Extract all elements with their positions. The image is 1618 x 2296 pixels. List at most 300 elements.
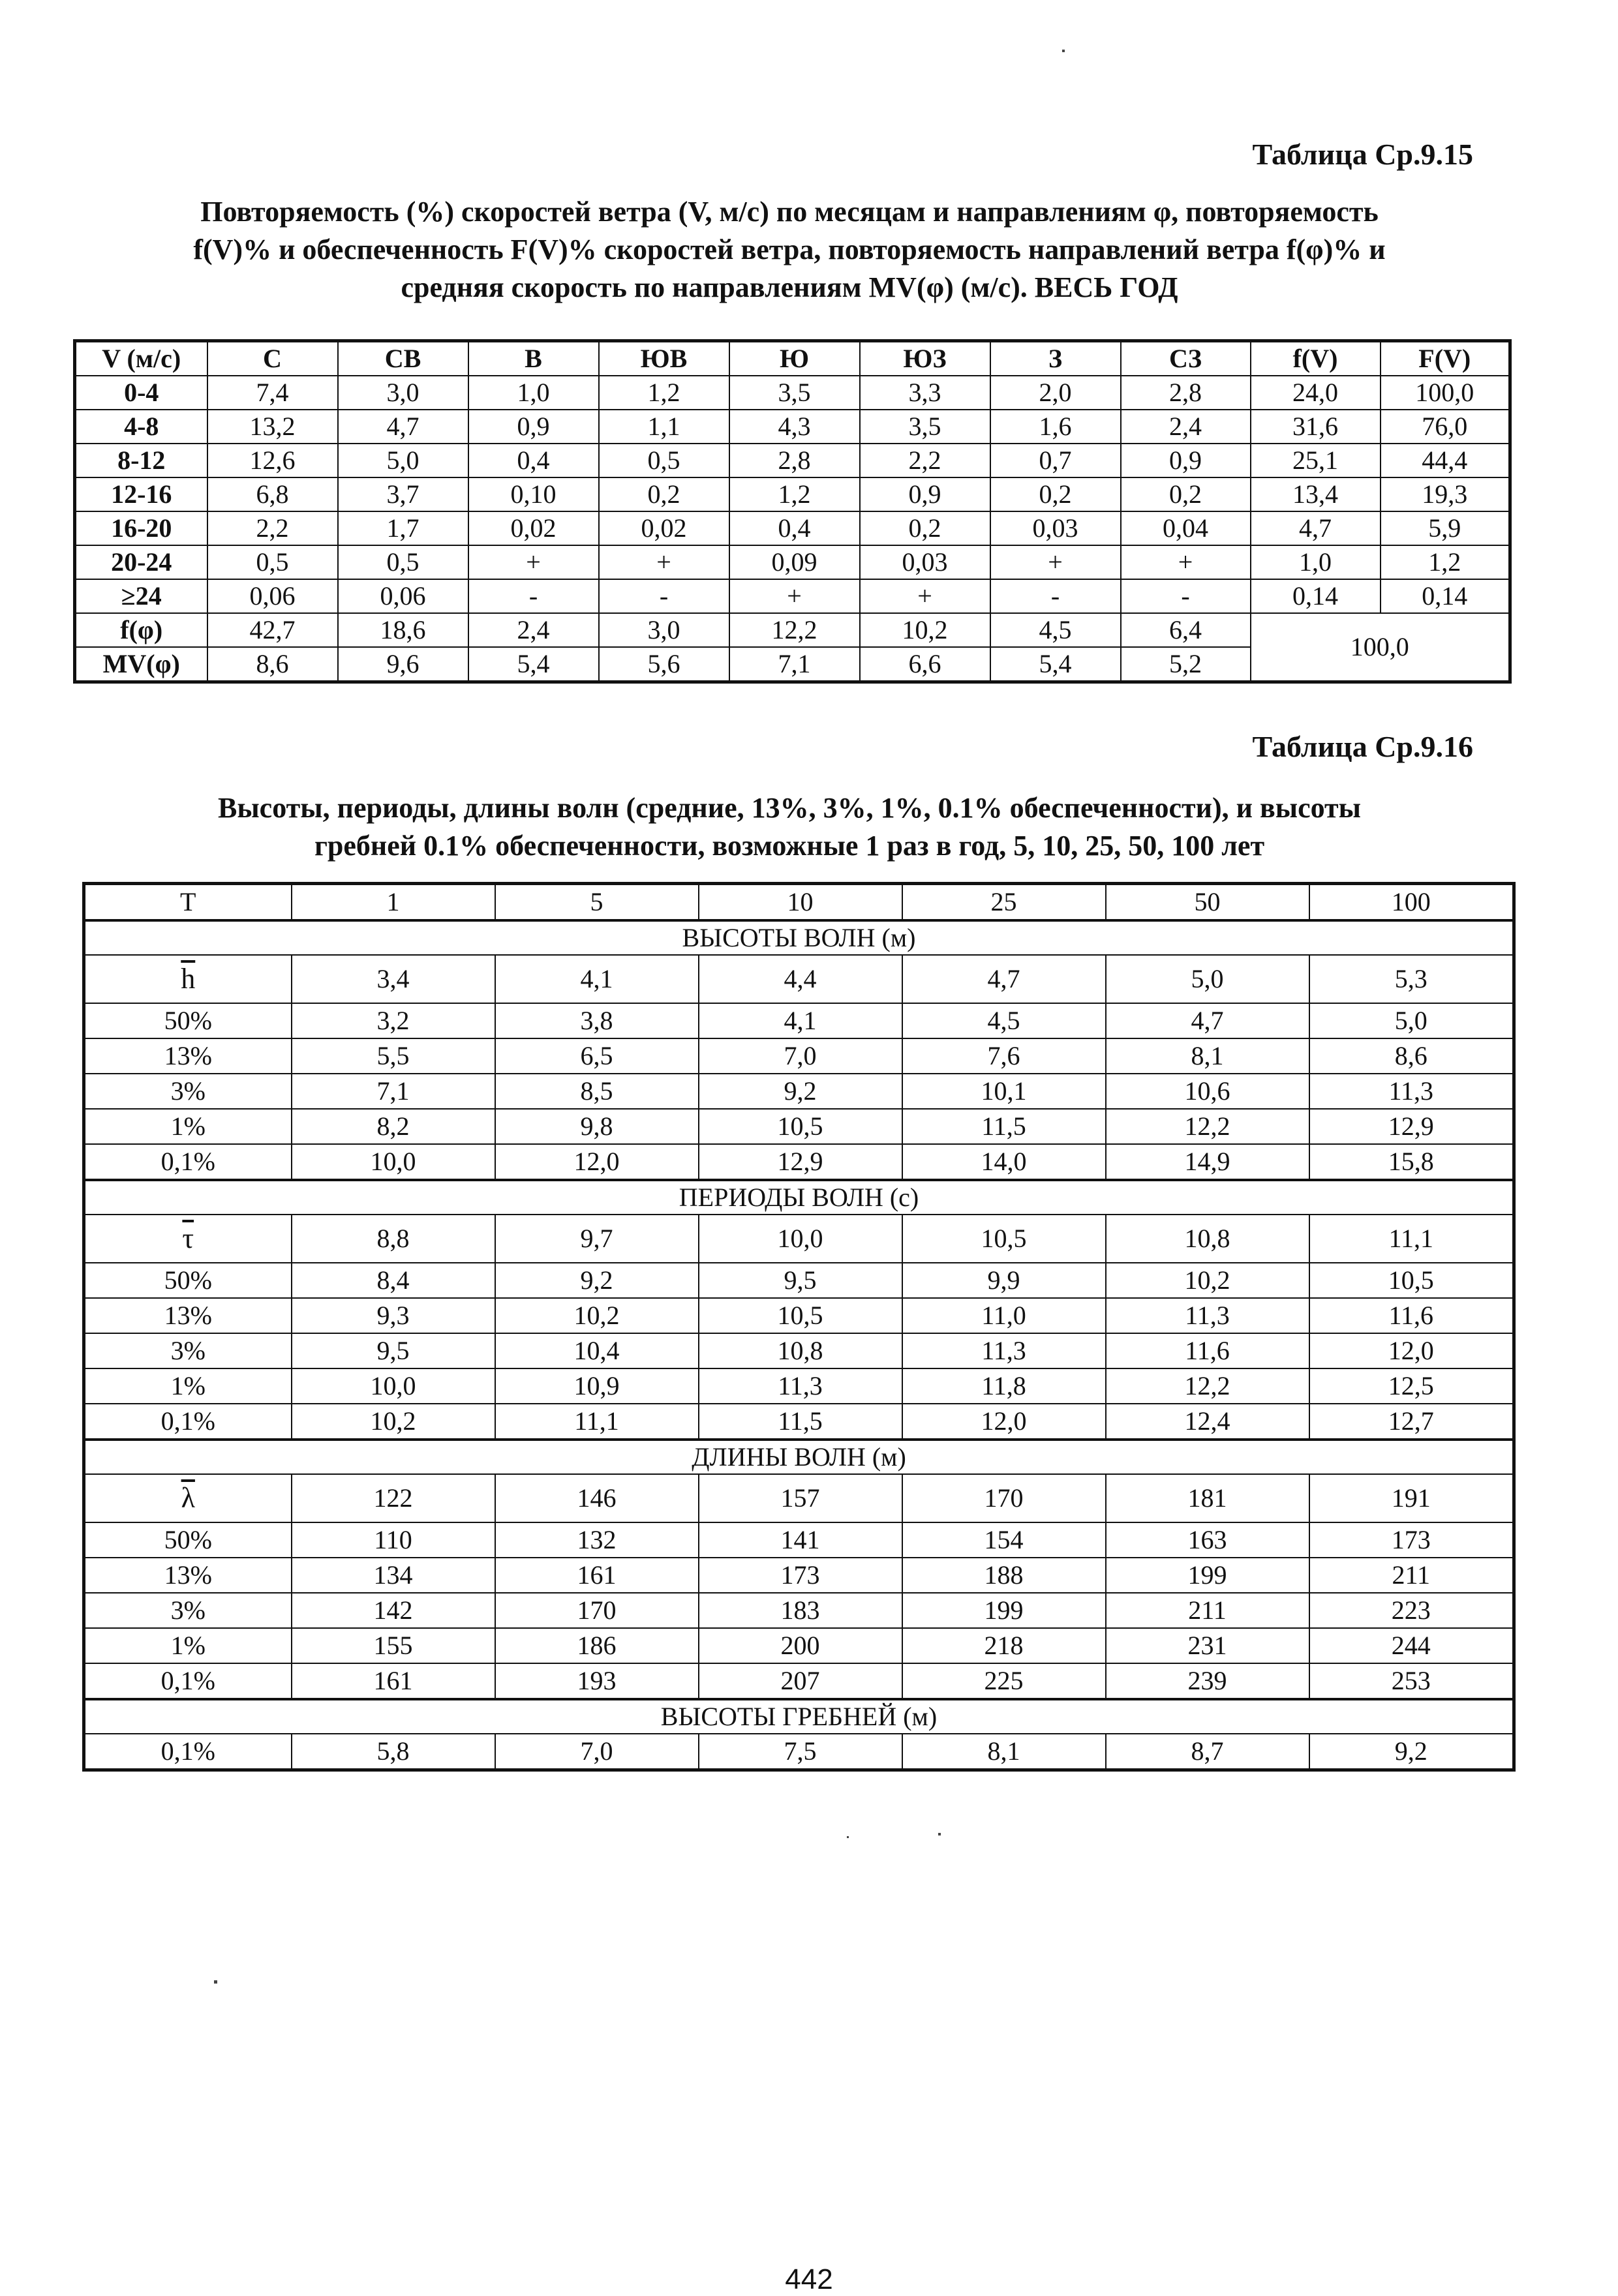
table-cell: 12,5 — [1309, 1368, 1514, 1404]
section-title: ВЫСОТЫ ВОЛН (м) — [84, 920, 1514, 955]
table2-title-line: гребней 0.1% обеспеченности, возможные 1 раз в год, 5, 10, 25, 50, 100 лет — [314, 830, 1265, 862]
table-cell: 3,5 — [860, 410, 990, 444]
table-cell: 218 — [902, 1628, 1106, 1663]
row-label: 13% — [84, 1558, 292, 1593]
table-cell: 0,2 — [990, 477, 1121, 511]
table-cell: 9,2 — [495, 1263, 699, 1298]
table-cell: 7,1 — [292, 1074, 495, 1109]
table-cell: 9,3 — [292, 1298, 495, 1333]
table-cell: 1,2 — [1381, 545, 1510, 579]
scan-speck — [847, 1836, 849, 1838]
scan-speck — [938, 1833, 941, 1835]
table-cell: 13,2 — [207, 410, 338, 444]
table-cell: 1,7 — [338, 511, 468, 545]
row-label: 0,1% — [84, 1734, 292, 1770]
column-header: 25 — [902, 884, 1106, 921]
table-cell: 5,2 — [1121, 647, 1251, 682]
table1-caption: Таблица Ср.9.15 — [1252, 138, 1473, 171]
table-cell: 9,9 — [902, 1263, 1106, 1298]
table-cell: 18,6 — [338, 613, 468, 647]
column-header: С — [207, 341, 338, 376]
table-cell: 188 — [902, 1558, 1106, 1593]
mean-speed-label: MV(φ) — [75, 647, 207, 682]
table-cell: 8,6 — [207, 647, 338, 682]
table-cell: 4,7 — [902, 955, 1106, 1003]
table-cell: 10,8 — [699, 1333, 902, 1368]
table-cell: 8,2 — [292, 1109, 495, 1144]
row-label: 0,1% — [84, 1663, 292, 1699]
table-cell: 186 — [495, 1628, 699, 1663]
column-header: 5 — [495, 884, 699, 921]
speed-range-label: 4-8 — [75, 410, 207, 444]
table-cell: 0,5 — [338, 545, 468, 579]
column-header: V (м/с) — [75, 341, 207, 376]
table-cell: 5,4 — [468, 647, 599, 682]
table-cell: 9,5 — [699, 1263, 902, 1298]
row-label: 1% — [84, 1109, 292, 1144]
table-cell: 4,7 — [1251, 511, 1381, 545]
table-cell: 183 — [699, 1593, 902, 1628]
table-cell: 10,0 — [292, 1368, 495, 1404]
table-cell: 142 — [292, 1593, 495, 1628]
table-cell: 199 — [902, 1593, 1106, 1628]
table-cell: 5,0 — [1106, 955, 1309, 1003]
scan-speck — [214, 1980, 217, 1984]
direction-frequency-label: f(φ) — [75, 613, 207, 647]
table-cell: 0,7 — [990, 444, 1121, 477]
table-cell: 155 — [292, 1628, 495, 1663]
section-row — [84, 1440, 1514, 1474]
table-cell: 200 — [699, 1628, 902, 1663]
table-cell: 4,4 — [699, 955, 902, 1003]
section-title: ПЕРИОДЫ ВОЛН (с) — [84, 1180, 1514, 1215]
table-cell: 199 — [1106, 1558, 1309, 1593]
table-row — [84, 1298, 1514, 1333]
table-cell: 9,8 — [495, 1109, 699, 1144]
row-label: 3% — [84, 1074, 292, 1109]
table-cell: 5,3 — [1309, 955, 1514, 1003]
table-row — [84, 1333, 1514, 1368]
table-row — [84, 1074, 1514, 1109]
table-cell: 100,0 — [1381, 376, 1510, 410]
table-cell: 0,9 — [1121, 444, 1251, 477]
table-cell: 11,5 — [902, 1109, 1106, 1144]
table-row — [84, 1263, 1514, 1298]
table-cell: 11,5 — [699, 1404, 902, 1440]
row-label: 3% — [84, 1333, 292, 1368]
table-cell: 4,5 — [990, 613, 1121, 647]
table-cell: 181 — [1106, 1474, 1309, 1522]
table-cell: 12,2 — [1106, 1109, 1309, 1144]
table-cell: 161 — [292, 1663, 495, 1699]
table-cell: 15,8 — [1309, 1144, 1514, 1180]
table-cell: 11,0 — [902, 1298, 1106, 1333]
table-cell: 3,8 — [495, 1003, 699, 1038]
table-cell: 7,0 — [699, 1038, 902, 1074]
table-cell: 2,2 — [207, 511, 338, 545]
table-cell: 244 — [1309, 1628, 1514, 1663]
speed-range-label: 0-4 — [75, 376, 207, 410]
table-cell: 4,7 — [338, 410, 468, 444]
table-cell: 12,0 — [1309, 1333, 1514, 1368]
wind-speed-table-body — [75, 341, 1510, 682]
table-row — [84, 1109, 1514, 1144]
table-cell: 225 — [902, 1663, 1106, 1699]
table-row — [75, 410, 1510, 444]
table-cell: 5,9 — [1381, 511, 1510, 545]
table-cell: 0,5 — [599, 444, 729, 477]
table-row — [84, 1404, 1514, 1440]
table-row — [84, 1368, 1514, 1404]
header-row — [75, 341, 1510, 376]
table-cell: 0,14 — [1251, 579, 1381, 613]
table-cell: 0,5 — [207, 545, 338, 579]
speed-range-label: 12-16 — [75, 477, 207, 511]
table-row — [84, 1558, 1514, 1593]
table-cell: 8,4 — [292, 1263, 495, 1298]
table-cell: 12,0 — [495, 1144, 699, 1180]
table-cell: 7,6 — [902, 1038, 1106, 1074]
table-cell: + — [990, 545, 1121, 579]
table-cell: 9,6 — [338, 647, 468, 682]
table-cell: 170 — [495, 1593, 699, 1628]
column-header: T — [84, 884, 292, 921]
table-cell: 10,5 — [699, 1109, 902, 1144]
table-cell: 8,8 — [292, 1215, 495, 1263]
table-cell: 0,03 — [990, 511, 1121, 545]
table-cell: 9,7 — [495, 1215, 699, 1263]
table-cell: 9,2 — [699, 1074, 902, 1109]
table-row — [84, 1144, 1514, 1180]
table-cell: - — [599, 579, 729, 613]
table-cell: 134 — [292, 1558, 495, 1593]
column-header: Ю — [729, 341, 860, 376]
table-cell: + — [729, 579, 860, 613]
table-cell: 5,8 — [292, 1734, 495, 1770]
table-cell: 122 — [292, 1474, 495, 1522]
column-header: 50 — [1106, 884, 1309, 921]
table-cell: 0,02 — [468, 511, 599, 545]
table-row — [84, 1038, 1514, 1074]
table-cell: 2,8 — [1121, 376, 1251, 410]
table-cell: 14,9 — [1106, 1144, 1309, 1180]
table-cell: 12,9 — [699, 1144, 902, 1180]
table-cell: 0,2 — [599, 477, 729, 511]
column-header: В — [468, 341, 599, 376]
column-header: ЮВ — [599, 341, 729, 376]
table-cell: 2,4 — [1121, 410, 1251, 444]
table-cell: 10,5 — [902, 1215, 1106, 1263]
table-cell: 1,0 — [468, 376, 599, 410]
table2-caption: Таблица Ср.9.16 — [1252, 730, 1473, 763]
table-row — [75, 579, 1510, 613]
table-cell: 1,6 — [990, 410, 1121, 444]
table-cell: 8,1 — [902, 1734, 1106, 1770]
table-cell: 5,5 — [292, 1038, 495, 1074]
table-cell: 0,10 — [468, 477, 599, 511]
table-cell: 42,7 — [207, 613, 338, 647]
table-cell: 13,4 — [1251, 477, 1381, 511]
section-title: ВЫСОТЫ ГРЕБНЕЙ (м) — [84, 1699, 1514, 1734]
table-cell: 1,0 — [1251, 545, 1381, 579]
table-cell: 173 — [699, 1558, 902, 1593]
wind-speed-table — [73, 339, 1512, 684]
table-cell: 11,6 — [1106, 1333, 1309, 1368]
table-cell: + — [860, 579, 990, 613]
table-cell: 2,2 — [860, 444, 990, 477]
row-label: $\overline{h}$ — [84, 955, 292, 1003]
table-cell: 161 — [495, 1558, 699, 1593]
table-cell: 2,4 — [468, 613, 599, 647]
table-cell: 10,2 — [495, 1298, 699, 1333]
table-cell: 10,2 — [1106, 1263, 1309, 1298]
table-cell: 8,7 — [1106, 1734, 1309, 1770]
table-cell: 5,0 — [338, 444, 468, 477]
table-cell: 10,8 — [1106, 1215, 1309, 1263]
table-cell: 223 — [1309, 1593, 1514, 1628]
table-cell: 11,3 — [699, 1368, 902, 1404]
table-cell: 24,0 — [1251, 376, 1381, 410]
table-cell: 146 — [495, 1474, 699, 1522]
row-label: $\overline{\tau}$ — [84, 1215, 292, 1263]
table-cell: 44,4 — [1381, 444, 1510, 477]
table-cell: 11,1 — [495, 1404, 699, 1440]
table-cell: 3,3 — [860, 376, 990, 410]
table-cell: 191 — [1309, 1474, 1514, 1522]
table-cell: 19,3 — [1381, 477, 1510, 511]
table-cell: 0,04 — [1121, 511, 1251, 545]
row-label: 50% — [84, 1003, 292, 1038]
table-cell: 5,4 — [990, 647, 1121, 682]
table-cell: + — [599, 545, 729, 579]
row-label: 13% — [84, 1038, 292, 1074]
table-cell: 11,3 — [902, 1333, 1106, 1368]
table-cell: 9,2 — [1309, 1734, 1514, 1770]
table-cell: 231 — [1106, 1628, 1309, 1663]
table-cell: 239 — [1106, 1663, 1309, 1699]
table-cell: 6,6 — [860, 647, 990, 682]
table-cell: 0,9 — [860, 477, 990, 511]
table-cell: 8,5 — [495, 1074, 699, 1109]
total-cell: 100,0 — [1251, 613, 1510, 682]
table-cell: 0,06 — [207, 579, 338, 613]
speed-range-label: 8-12 — [75, 444, 207, 477]
table-cell: 10,0 — [292, 1144, 495, 1180]
table-cell: 10,5 — [699, 1298, 902, 1333]
table-cell: 141 — [699, 1522, 902, 1558]
table-cell: 110 — [292, 1522, 495, 1558]
table-cell: 10,2 — [292, 1404, 495, 1440]
table-cell: 6,4 — [1121, 613, 1251, 647]
table-cell: 5,0 — [1309, 1003, 1514, 1038]
column-header: f(V) — [1251, 341, 1381, 376]
column-header: СВ — [338, 341, 468, 376]
row-label: 0,1% — [84, 1404, 292, 1440]
table-row — [75, 545, 1510, 579]
column-header: З — [990, 341, 1121, 376]
table-row — [84, 1734, 1514, 1770]
table-cell: 0,09 — [729, 545, 860, 579]
table1-title — [91, 193, 1488, 307]
table-row — [84, 1215, 1514, 1263]
table-row — [84, 1522, 1514, 1558]
column-header: 1 — [292, 884, 495, 921]
table-cell: 3,4 — [292, 955, 495, 1003]
table-cell: 76,0 — [1381, 410, 1510, 444]
table-cell: 10,4 — [495, 1333, 699, 1368]
table-cell: 4,1 — [495, 955, 699, 1003]
table-cell: 7,0 — [495, 1734, 699, 1770]
speed-range-label: 20-24 — [75, 545, 207, 579]
column-header: ЮЗ — [860, 341, 990, 376]
table-cell: 9,5 — [292, 1333, 495, 1368]
table-cell: 1,1 — [599, 410, 729, 444]
row-label: 50% — [84, 1522, 292, 1558]
table-cell: 11,6 — [1309, 1298, 1514, 1333]
table-cell: 4,5 — [902, 1003, 1106, 1038]
table-cell: 7,5 — [699, 1734, 902, 1770]
table-cell: 11,3 — [1309, 1074, 1514, 1109]
table-cell: 4,3 — [729, 410, 860, 444]
table-cell: 6,8 — [207, 477, 338, 511]
table-cell: 7,4 — [207, 376, 338, 410]
table-cell: 2,8 — [729, 444, 860, 477]
table-cell: 3,0 — [338, 376, 468, 410]
wave-parameters-table — [82, 882, 1516, 1772]
table-cell: 0,4 — [468, 444, 599, 477]
table-cell: 11,1 — [1309, 1215, 1514, 1263]
column-header: 100 — [1309, 884, 1514, 921]
table-cell: 0,06 — [338, 579, 468, 613]
table2-title — [91, 789, 1488, 865]
table-cell: 11,3 — [1106, 1298, 1309, 1333]
table-cell: 154 — [902, 1522, 1106, 1558]
table-cell: 10,2 — [860, 613, 990, 647]
column-header: 10 — [699, 884, 902, 921]
row-label: $\overline{\lambda}$ — [84, 1474, 292, 1522]
table-cell: 163 — [1106, 1522, 1309, 1558]
table-cell: 4,1 — [699, 1003, 902, 1038]
table-cell: 5,6 — [599, 647, 729, 682]
table-cell: 8,1 — [1106, 1038, 1309, 1074]
section-title: ДЛИНЫ ВОЛН (м) — [84, 1440, 1514, 1474]
table-row — [75, 444, 1510, 477]
row-label: 1% — [84, 1368, 292, 1404]
table-cell: + — [468, 545, 599, 579]
table-cell: 7,1 — [729, 647, 860, 682]
table-cell: - — [1121, 579, 1251, 613]
section-row — [84, 1180, 1514, 1215]
table-cell: 12,6 — [207, 444, 338, 477]
table-cell: 211 — [1309, 1558, 1514, 1593]
table1-title-line: f(V)% и обеспеченность F(V)% скоростей ветра, повторяемость направлений ветра f(φ)% и — [193, 234, 1386, 265]
table-cell: - — [990, 579, 1121, 613]
section-row — [84, 920, 1514, 955]
table1-title-line: Повторяемость (%) скоростей ветра (V, м/с) по месяцам и направлениям φ, повторяемость — [200, 196, 1379, 228]
table-cell: 12,0 — [902, 1404, 1106, 1440]
table-cell: 12,2 — [729, 613, 860, 647]
row-label: 3% — [84, 1593, 292, 1628]
table-cell: 10,0 — [699, 1215, 902, 1263]
table-cell: 0,14 — [1381, 579, 1510, 613]
table-cell: 0,4 — [729, 511, 860, 545]
table-cell: 0,02 — [599, 511, 729, 545]
table-row — [84, 1474, 1514, 1522]
table-cell: 14,0 — [902, 1144, 1106, 1180]
table-row — [84, 955, 1514, 1003]
page-number: 442 — [785, 2263, 833, 2295]
table-row — [75, 613, 1510, 647]
table-row — [75, 376, 1510, 410]
table-cell: 2,0 — [990, 376, 1121, 410]
table-cell: 4,7 — [1106, 1003, 1309, 1038]
section-row — [84, 1699, 1514, 1734]
table-cell: 3,7 — [338, 477, 468, 511]
table-cell: 132 — [495, 1522, 699, 1558]
table-row — [84, 1593, 1514, 1628]
wave-parameters-table-body — [84, 884, 1514, 1770]
table-cell: 12,2 — [1106, 1368, 1309, 1404]
table-cell: 6,5 — [495, 1038, 699, 1074]
table-cell: 173 — [1309, 1522, 1514, 1558]
row-label: 0,1% — [84, 1144, 292, 1180]
table-cell: 0,2 — [1121, 477, 1251, 511]
table-row — [84, 1003, 1514, 1038]
table-cell: + — [1121, 545, 1251, 579]
header-row — [84, 884, 1514, 921]
table-cell: 207 — [699, 1663, 902, 1699]
table-cell: 0,03 — [860, 545, 990, 579]
table-cell: 193 — [495, 1663, 699, 1699]
table-row — [84, 1663, 1514, 1699]
table-cell: 10,9 — [495, 1368, 699, 1404]
table-cell: 170 — [902, 1474, 1106, 1522]
table1-title-line: средняя скорость по направлениям MV(φ) (м/с). ВЕСЬ ГОД — [401, 271, 1178, 303]
table-cell: 0,2 — [860, 511, 990, 545]
scan-speck — [1062, 50, 1065, 52]
table2-title-line: Высоты, периоды, длины волн (средние, 13%, 3%, 1%, 0.1% обеспеченности), и высоты — [217, 792, 1362, 824]
table-cell: 10,5 — [1309, 1263, 1514, 1298]
table-cell: 12,4 — [1106, 1404, 1309, 1440]
table-cell: 253 — [1309, 1663, 1514, 1699]
table-cell: 1,2 — [729, 477, 860, 511]
table-cell: 157 — [699, 1474, 902, 1522]
row-label: 50% — [84, 1263, 292, 1298]
table-cell: 8,6 — [1309, 1038, 1514, 1074]
table-cell: 25,1 — [1251, 444, 1381, 477]
table-row — [75, 477, 1510, 511]
table-cell: 12,9 — [1309, 1109, 1514, 1144]
table-cell: - — [468, 579, 599, 613]
speed-range-label: 16-20 — [75, 511, 207, 545]
table-cell: 11,8 — [902, 1368, 1106, 1404]
table-cell: 31,6 — [1251, 410, 1381, 444]
column-header: СЗ — [1121, 341, 1251, 376]
table-cell: 10,6 — [1106, 1074, 1309, 1109]
table-cell: 211 — [1106, 1593, 1309, 1628]
column-header: F(V) — [1381, 341, 1510, 376]
table-row — [84, 1628, 1514, 1663]
table-cell: 3,5 — [729, 376, 860, 410]
speed-range-label: ≥24 — [75, 579, 207, 613]
table-cell: 12,7 — [1309, 1404, 1514, 1440]
row-label: 13% — [84, 1298, 292, 1333]
table-cell: 10,1 — [902, 1074, 1106, 1109]
row-label: 1% — [84, 1628, 292, 1663]
table-cell: 3,0 — [599, 613, 729, 647]
table-cell: 0,9 — [468, 410, 599, 444]
table-row — [75, 511, 1510, 545]
